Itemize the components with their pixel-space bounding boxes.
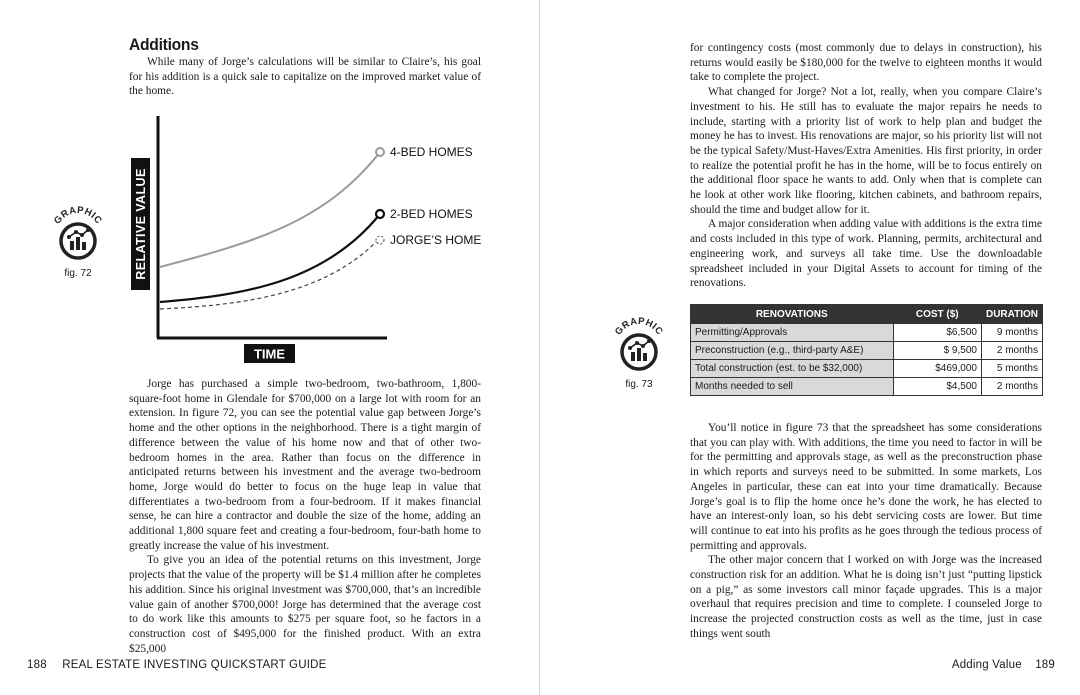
page-number-right: 189 (1035, 659, 1055, 671)
cell-cost: $ 9,500 (893, 342, 981, 360)
endpoint-4-bed (376, 148, 384, 156)
paragraph: You’ll notice in figure 73 that the spreadsheet has some considerations that you can play with. With additions, the time you need to factor in will be for the permitting and approvals stage, as well as the preconstruction phase in which reports and surveys need to be submitted. In some markets, Los Angeles in particular, these can eat into your time dramatically. Because Jorge’s goal is to flip the home once he’s done the work, he has elected to have an interest-only loan, so his debt servicing costs are lower. But time will continue to eat into his profits as he goes through the tedious process of permitting and approvals. (690, 422, 1042, 552)
endpoint-jorge (376, 236, 384, 244)
svg-text:GRAPHIC: GRAPHIC (51, 204, 105, 227)
header-cost: COST ($) (893, 305, 981, 324)
page-number-left: 188 (27, 659, 47, 671)
paragraph: What changed for Jorge? Not a lot, really, when you compare Claire’s investment to his. He still has to evaluate the major repairs he needs to include, starting with a priority list of work to help plan and budget the money he has to invest. His renovations are major, so his priority list will not be the typical Safety/Must-Haves/Extra Amenities. His first priority, in order to realize the potential profit he has in the home, will be to focus entirely on the additional floor space he wants to add. Only when that is complete can he look at other work like flooring, kitchen cabinets, and bathroom repairs, should the time and budget allow for it. (690, 86, 1042, 216)
cell-duration: 5 months (981, 360, 1042, 378)
cell-duration: 2 months (981, 342, 1042, 360)
cell-cost: $469,000 (893, 360, 981, 378)
cell-duration: 9 months (981, 324, 1042, 342)
paragraph: To give you an idea of the potential returns on this investment, Jorge projects that the value of the property will be $1.4 million after he completes his addition. Since his original investment was $700,000, that’s an incredible value gain of another $700,000! Jorge has determined that the average cost to do work like this amounts to $275 per square foot, so he factors in a construction cost of $495,000 for the finished product. With an extra $25,000 (129, 554, 481, 655)
paragraph: A major consideration when adding value with additions is the extra time and costs included in this type of work. Planning, permits, architectural and engineering work, and surveys all take time. Use the downloadable spreadsheet included in your Digital Assets to account for timing of the renovations. (690, 218, 1042, 290)
x-axis-label: TIME (253, 346, 286, 362)
cell-duration: 2 months (981, 378, 1042, 396)
cell-cost: $4,500 (893, 378, 981, 396)
paragraph: The other major concern that I worked on with Jorge was the increased construction risk for an addition. What he is doing isn’t just “putting lipstick on a pig,” as some investors call minor façade upgrades. This is a major overhaul that requires precision and time to complete. I counseled Jorge to increase the projected construction costs as well as the time, just in case things went south (690, 554, 1042, 640)
series-line-4-bed-homes (160, 152, 380, 267)
legend-4-bed: 4-BED HOMES (390, 145, 473, 159)
legend-2-bed: 2-BED HOMES (390, 207, 473, 221)
section-title: Additions (129, 35, 199, 54)
table-row (691, 360, 1043, 378)
table-header-row (691, 305, 1043, 324)
table-row (691, 342, 1043, 360)
cell-renovation: Total construction (est. to be $32,000) (691, 360, 894, 378)
table-row (691, 378, 1043, 396)
legend-jorge: JORGE’S HOME (390, 233, 482, 247)
footer-right (952, 659, 1055, 671)
y-axis-label: RELATIVE VALUE (134, 168, 148, 280)
cell-renovation: Months needed to sell (691, 378, 894, 396)
svg-text:GRAPHIC: GRAPHIC (612, 315, 666, 338)
right-bottom-text (690, 421, 1042, 642)
table-row (691, 324, 1043, 342)
left-body-text (129, 377, 481, 656)
cell-renovation: Preconstruction (e.g., third-party A&E) (691, 342, 894, 360)
intro-paragraph-block (129, 55, 481, 99)
header-duration: DURATION (981, 305, 1042, 324)
cell-cost: $6,500 (893, 324, 981, 342)
right-top-text (690, 41, 1042, 291)
figure-caption-72: fig. 72 (64, 268, 92, 279)
figure-caption-73: fig. 73 (625, 379, 653, 390)
footer-left (27, 659, 326, 671)
running-title-left: REAL ESTATE INVESTING QUICKSTART GUIDE (62, 659, 327, 671)
cell-renovation: Permitting/Approvals (691, 324, 894, 342)
graphic-badge-icon (48, 203, 108, 265)
intro-paragraph: While many of Jorge’s calculations will be similar to Claire’s, his goal for his addition is a quick sale to capitalize on the improved market value of the home. (129, 56, 481, 98)
value-over-time-chart (125, 112, 485, 368)
header-renovations: RENOVATIONS (691, 305, 894, 324)
book-spine (539, 0, 540, 695)
paragraph: Jorge has purchased a simple two-bedroom, two-bathroom, 1,800-square-foot home in Glendale for $700,000 on a large lot with room for an extension. In figure 72, you can see the potential value gap between Jorge’s home and the other options in the neighborhood. There is a tight margin of difference between the value of his home now and that of other two-bedroom homes in the area. Rather than focus on the difference in anticipated returns between his investment and the average two-bedroom home, Jorge would do better to focus on the huge leap in value that differentiates a two-bedroom from a four-bedroom. If it makes financial sense, he can hire a contractor and double the size of the home, adding an additional 1,800 square feet and creating a four-bedroom, four-bath home to greatly increase the value of his investment. (129, 378, 481, 552)
paragraph: for contingency costs (most commonly due to delays in construction), his returns would easily be $180,000 for the twelve to eighteen months it would take to complete the project. (690, 42, 1042, 84)
graphic-badge-icon (609, 314, 669, 376)
running-title-right: Adding Value (951, 659, 1022, 671)
renovations-table (690, 304, 1043, 396)
endpoint-2-bed (376, 210, 384, 218)
